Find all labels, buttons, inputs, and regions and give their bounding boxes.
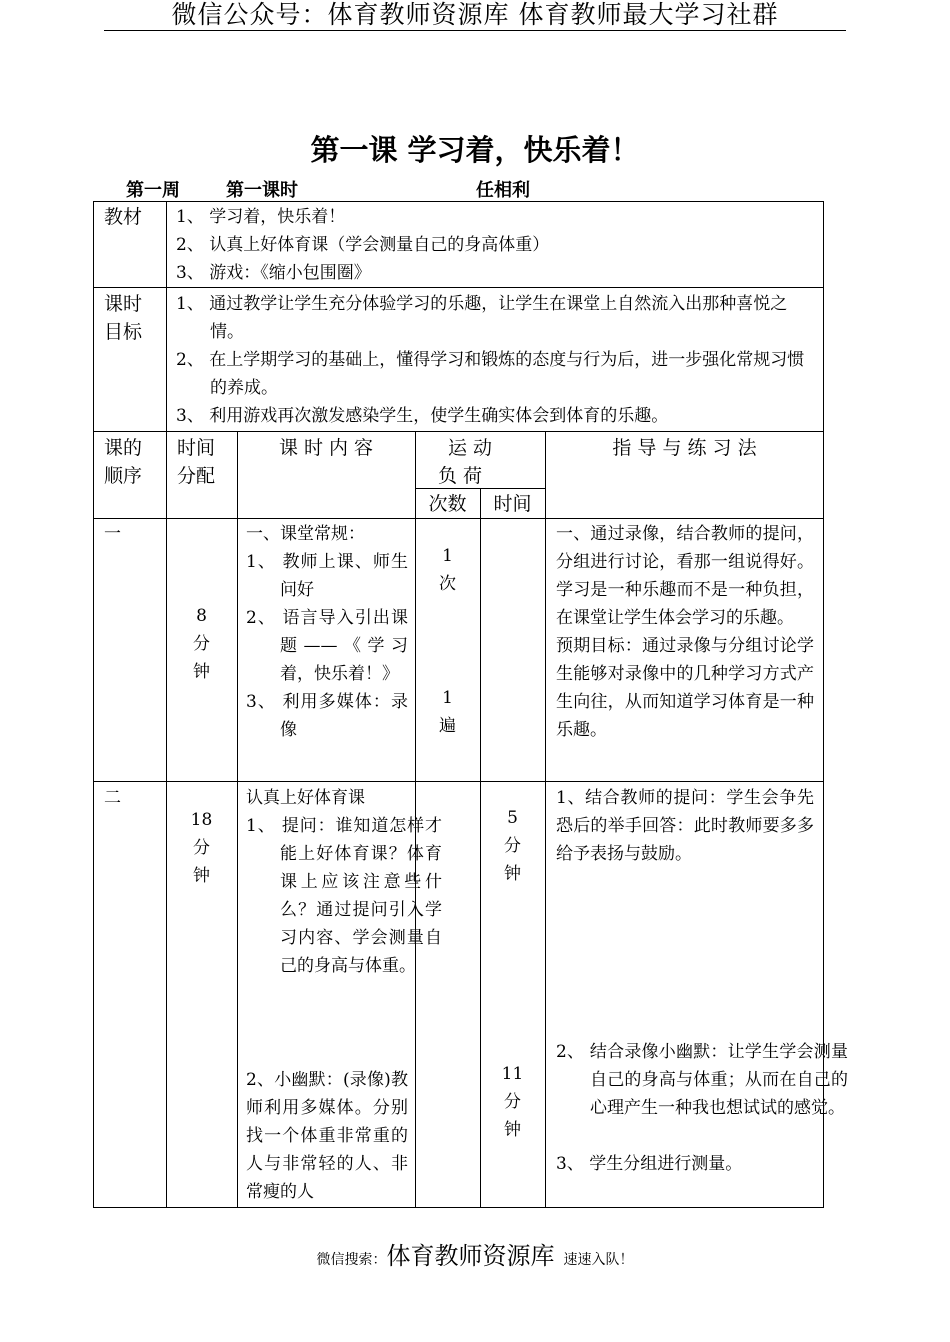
content-header: 课 时 内 容 xyxy=(278,437,374,459)
row1-content-item: 1、 教师上课、师生问好 xyxy=(246,552,408,600)
row1-content-list xyxy=(246,548,408,744)
load-header: 负 荷 xyxy=(437,465,483,487)
week-label: 第一周 xyxy=(126,180,180,201)
row1-content-title: 一、课堂常规： xyxy=(246,524,365,544)
mubiao-item: 2、 在上学期学习的基础上，懂得学习和锻炼的态度与行为后，进一步强化常规习惯的养成。 xyxy=(176,350,805,398)
col-divider xyxy=(545,431,546,1208)
page-header: 微信公众号：体育教师资源库 体育教师最大学习社群 xyxy=(104,0,846,31)
row1-content-item: 3、 利用多媒体：录像 xyxy=(246,692,408,740)
col-divider xyxy=(237,431,238,1208)
row2-duration-a: 5 分 钟 xyxy=(504,808,521,884)
jiaocai-item: 2、 认真上好体育课（学会测量自己的身高体重） xyxy=(176,235,550,255)
teacher-name: 任相利 xyxy=(476,180,530,201)
page-footer xyxy=(0,1236,950,1271)
row1-count-a: 1 次 xyxy=(439,546,456,594)
row-divider xyxy=(93,287,824,288)
row2-order: 二 xyxy=(104,788,121,808)
row-divider xyxy=(93,431,824,432)
mubiao-item: 3、 利用游戏再次激发感染学生，使学生确实体会到体育的乐趣。 xyxy=(176,406,669,426)
row2-method-2: 2、 结合录像小幽默：让学生学会测量自己的身高与体重；从而在自己的心理产生一种我也想试试的感觉。 xyxy=(556,1042,848,1118)
order-header: 顺序 xyxy=(104,465,143,487)
col-divider xyxy=(166,201,167,431)
load-header: 运 动 xyxy=(447,437,493,459)
row-divider xyxy=(93,518,824,519)
footer-suffix: 速速入队！ xyxy=(563,1252,634,1268)
footer-brand: 体育教师资源库 xyxy=(386,1242,555,1270)
row1-time: 8 分 钟 xyxy=(193,606,210,682)
row2-method-3: 3、 学生分组进行测量。 xyxy=(556,1154,743,1174)
jiaocai-label: 教材 xyxy=(104,206,143,228)
row-divider xyxy=(93,781,824,782)
count-header: 次数 xyxy=(428,493,467,515)
row1-method: 一、通过录像，结合教师的提问，分组进行讨论，看那一组说得好。学习是一种乐趣而不是一种负担，在课堂让学生体会学习的乐趣。 预期目标：通过录像与分组讨论学生能够对录像中的几种学习方式产生向往，从而知道学习体育是一种乐趣。 xyxy=(556,524,814,740)
row2-content-item: 2、小幽默：(录像)教师利用多媒体。分别找一个体重非常重的人与非常轻的人、非常瘦的人 xyxy=(246,1070,408,1202)
jiaocai-item: 3、 游戏：《缩小包围圈》 xyxy=(176,263,371,283)
time-header: 分配 xyxy=(177,465,216,487)
time-header: 时间 xyxy=(177,437,216,459)
row2-duration-b: 11 分 钟 xyxy=(501,1064,524,1140)
lesson-label: 第一课时 xyxy=(226,180,298,201)
jiaocai-item: 1、 学习着，快乐着！ xyxy=(176,207,346,227)
row2-time: 18 分 钟 xyxy=(190,810,213,886)
page-title: 第一课 学习着，快乐着！ xyxy=(310,133,640,167)
row1-content-item: 2、 语言导入引出课题——《学习着，快乐着！》 xyxy=(246,608,408,684)
row1-count-b: 1 遍 xyxy=(439,688,456,736)
row2-method-1: 1、结合教师的提问：学生会争先恐后的举手回答：此时教师要多多给予表扬与鼓励。 xyxy=(556,788,814,864)
order-header: 课的 xyxy=(104,437,143,459)
method-header: 指 导 与 练 习 法 xyxy=(612,437,757,459)
mubiao-label: 目标 xyxy=(104,321,143,343)
mubiao-label: 课时 xyxy=(104,293,143,315)
mubiao-item: 1、 通过教学让学生充分体验学习的乐趣，让学生在课堂上自然流入出那种喜悦之情。 xyxy=(176,294,788,342)
row2-content-item: 1、 提问：谁知道怎样才能上好体育课？体育课上应该注意些什么？通过提问引入学习内容、学会测量自己的身高与体重。 xyxy=(246,816,442,976)
row1-order: 一 xyxy=(104,524,121,544)
mubiao-list xyxy=(176,290,816,430)
duration-header: 时间 xyxy=(493,493,532,515)
row2-content-title: 认真上好体育课 xyxy=(246,788,365,808)
footer-prefix: 微信搜索： xyxy=(316,1252,387,1268)
